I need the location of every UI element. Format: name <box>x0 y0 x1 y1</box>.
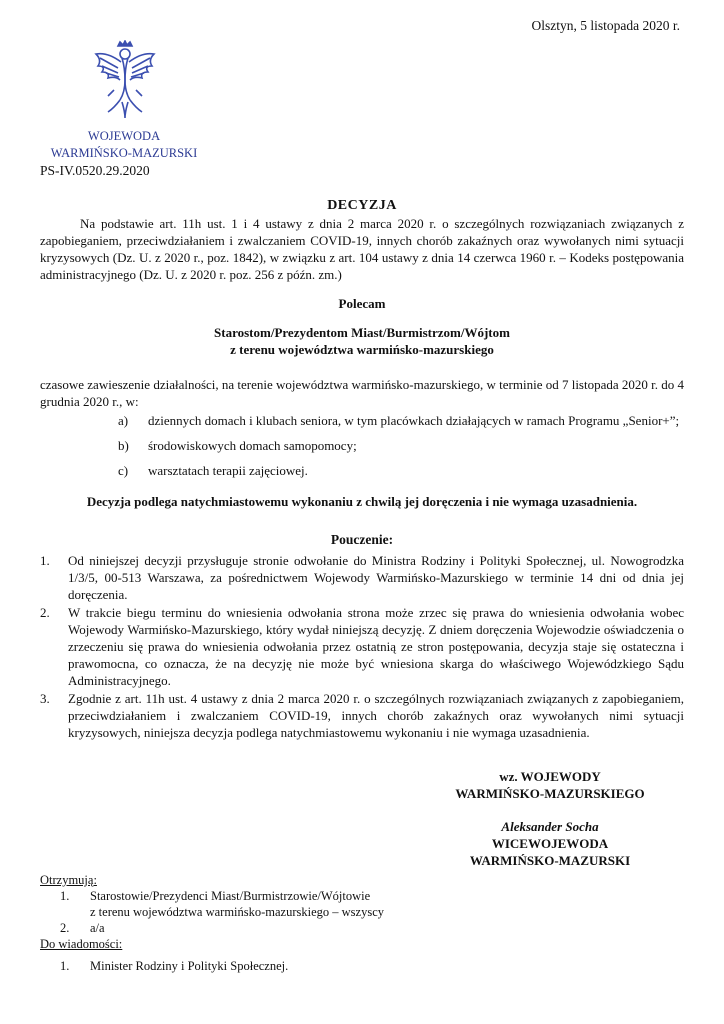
recipients-block <box>40 872 384 974</box>
list-marker: 2. <box>40 605 50 620</box>
list-marker: 3. <box>40 691 50 706</box>
list-item <box>118 438 708 454</box>
legal-basis-paragraph: Na podstawie art. 11h ust. 1 i 4 ustawy z dnia 2 marca 2020 r. o szczególnych rozwiązaniach związanych z zapobieganiem, przeciwdziałaniem i zwalczaniem COVID-19, innych chorób zakaźnych oraz wywołanych nimi sytuacji kryzysowych (Dz. U. z 2020 r., poz. 1842), w związku z art. 104 ustawy z dnia 14 czerwca 1960 r. – Kodeks postępowania administracyjnego (Dz. U. z 2020 r. poz. 256 z późn. zm.) <box>40 216 684 282</box>
list-marker: 2. <box>60 921 70 935</box>
facilities-list <box>118 413 708 488</box>
list-item-text: dziennych domach i klubach seniora, w tym placówkach działających w ramach Programu „Senior+”; <box>148 413 680 428</box>
signatory <box>420 818 680 869</box>
recipients-label: Otrzymują: <box>40 873 97 887</box>
list-item-text: Od niniejszej decyzji przysługuje stronie odwołanie do Ministra Rodziny i Polityki Społecznej, ul. Nowogrodzka 1/3/5, 00-513 Warszawa, za pośrednictwem Wojewody Warmińsko-Mazurskiego w terminie 14 dni od dnia jej doręczenia. <box>68 553 684 602</box>
recipient-line-2: z terenu województwa warmińsko-mazurskiego – wszyscy <box>90 905 385 919</box>
place-date: Olsztyn, 5 listopada 2020 r. <box>531 18 680 33</box>
list-item <box>118 413 708 429</box>
order-heading: Polecam <box>338 296 386 311</box>
list-marker: a) <box>118 413 129 428</box>
instruction-heading: Pouczenie: <box>330 532 394 547</box>
list-marker: b) <box>118 438 129 453</box>
addressee-line-2: z terenu województwa warmińsko-mazurskiego <box>230 342 494 357</box>
signatory-for-line-1: wz. WOJEWODY <box>499 769 601 784</box>
recipient-line-1: Starostowie/Prezydenci Miast/Burmistrzowie/Wójtowie <box>90 889 371 903</box>
authority-line-2: WARMIŃSKO-MAZURSKI <box>50 146 198 160</box>
signatory-for <box>420 768 680 802</box>
execution-statement: Decyzja podlega natychmiastowemu wykonaniu z chwilą jej doręczenia i nie wymaga uzasadnienia. <box>86 494 638 509</box>
polish-eagle-emblem-icon <box>92 40 158 120</box>
signatory-for-line-2: WARMIŃSKO-MAZURSKIEGO <box>455 786 645 801</box>
recipient-line-1: a/a <box>90 921 105 935</box>
document-title: DECYZJA <box>327 198 397 213</box>
reference-number: PS-IV.0520.29.2020 <box>40 163 150 178</box>
list-item <box>118 463 708 479</box>
list-item-text: warsztatach terapii zajęciowej. <box>148 463 308 478</box>
list-item <box>40 920 384 936</box>
addressee-block <box>0 324 724 358</box>
info-recipient-text: Minister Rodziny i Polityki Społecznej. <box>90 959 289 973</box>
signatory-name: Aleksander Socha <box>501 819 599 834</box>
list-item-text: W trakcie biegu terminu do wniesienia odwołania strona może zrzec się prawa do wniesienia odwołania wobec Wojewody Warmińsko-Mazurskiego, który wydał niniejszą decyzję. Z dniem doręczenia Wojewodzie oświadczenia o zrzeczeniu się prawa do wniesienia odwołania przez ostatnią ze stron postępowania, decyzja staje się ostateczna i prawomocna, co oznacza, że na decyzję nie może być wniesiona skarga do właściwego Wojewódzkiego Sądu Administracyjnego. <box>68 605 684 688</box>
list-item-text: środowiskowych domach samopomocy; <box>148 438 357 453</box>
list-item <box>40 604 684 689</box>
info-recipients-label: Do wiadomości: <box>40 937 123 951</box>
signatory-role-line-2: WARMIŃSKO-MAZURSKI <box>469 853 631 868</box>
authority-line-1: WOJEWODA <box>87 129 161 143</box>
list-marker: 1. <box>60 889 70 903</box>
instruction-list <box>40 552 684 742</box>
list-item <box>40 552 684 603</box>
suspension-paragraph: czasowe zawieszenie działalności, na terenie województwa warmińsko-mazurskiego, w terminie od 7 listopada 2020 r. do 4 grudnia 2020 r., w: <box>40 377 685 409</box>
signatory-role-line-1: WICEWOJEWODA <box>491 836 609 851</box>
list-item <box>40 690 684 741</box>
list-item <box>40 958 384 974</box>
list-marker: c) <box>118 463 129 478</box>
issuing-authority <box>44 128 204 162</box>
list-marker: 1. <box>40 553 50 568</box>
list-item-text: Zgodnie z art. 11h ust. 4 ustawy z dnia 2 marca 2020 r. o szczególnych rozwiązaniach związanych z zapobieganiem, przeciwdziałaniem i zwalczaniem COVID-19, innych chorób zakaźnych oraz wywołanych nimi sytuacji kryzysowych, niniejsza decyzja podlega natychmiastowemu wykonaniu i nie wymaga uzasadnienia. <box>68 691 684 740</box>
list-marker: 1. <box>60 959 70 973</box>
addressee-line-1: Starostom/Prezydentom Miast/Burmistrzom/Wójtom <box>214 325 510 340</box>
list-item <box>40 888 384 920</box>
